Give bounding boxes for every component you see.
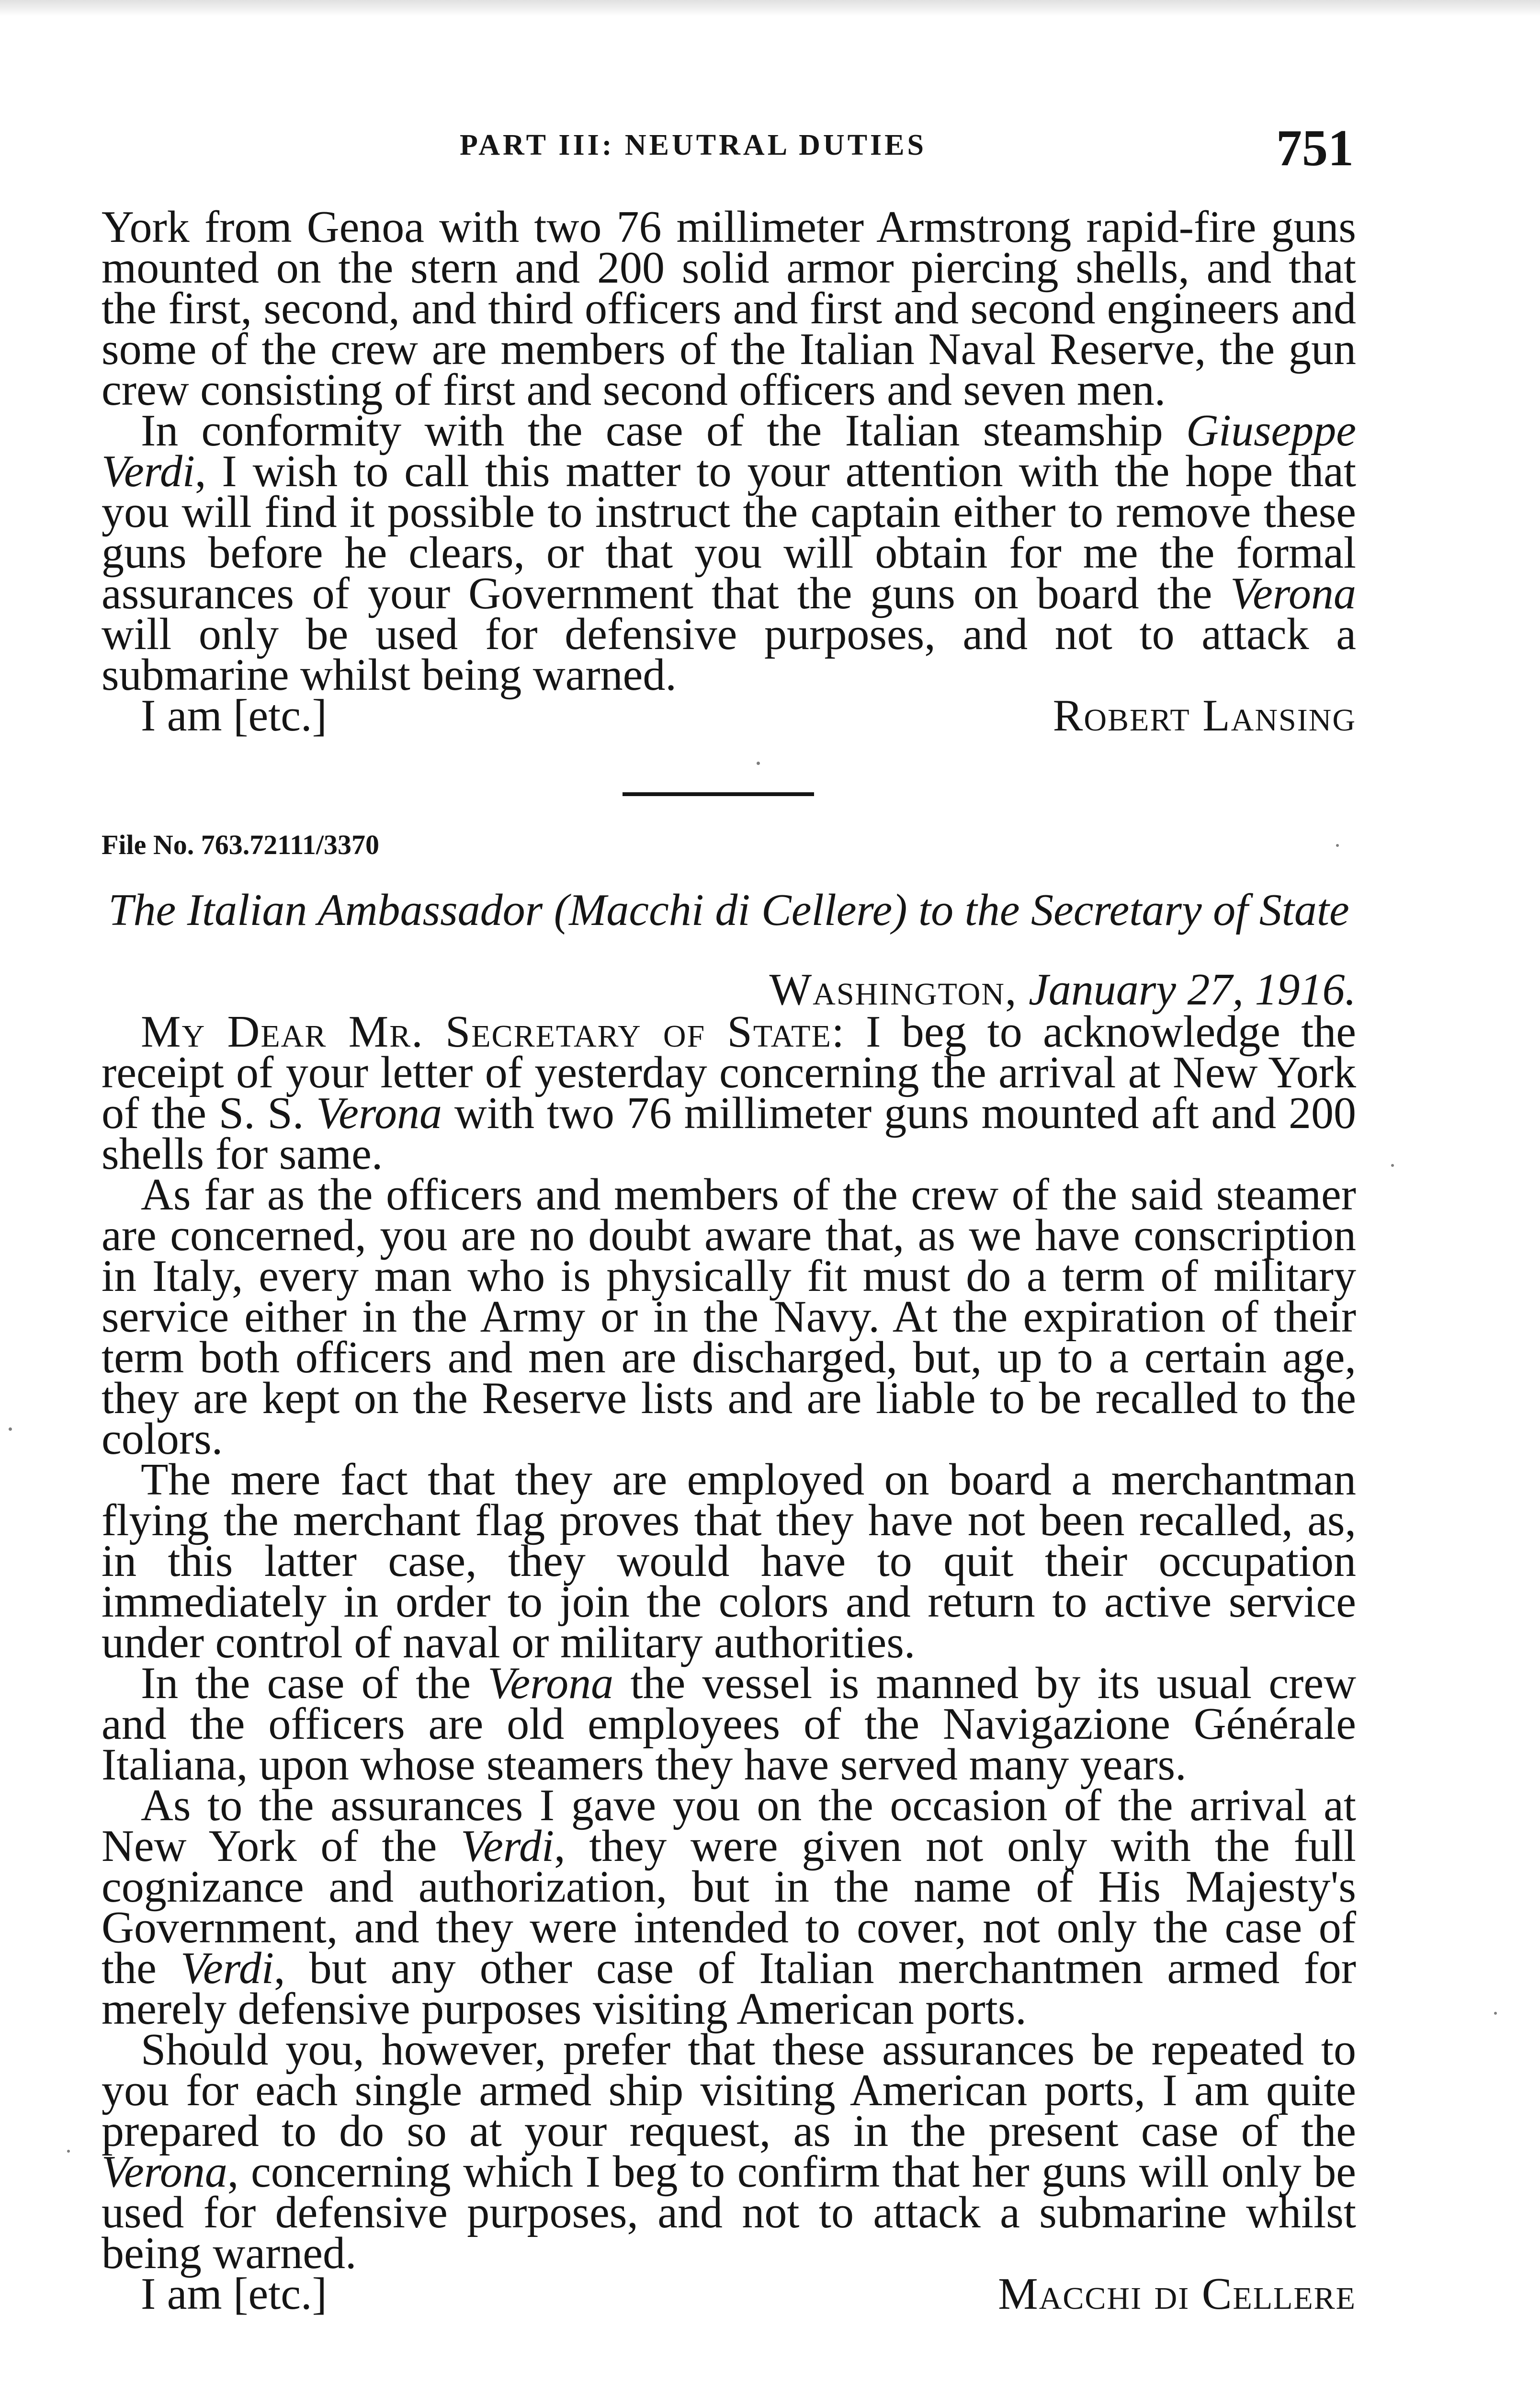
letter-1-signature-line [102,691,1356,741]
letter-2-body [102,1007,1356,2319]
letter-1-body [102,202,1356,741]
letter-1-continuation: York from Genoa with two 76 millimeter Armstrong rapid-fire guns mounted on the stern and 200 solid armor piercing shells, and that the first, second, and third officers and first and second engineers and some of the crew are members of the Italian Naval Reserve, the gun crew consisting of first and second officers and seven men. [102,202,1356,415]
letter-2-paragraph-1: My Dear Mr. Secretary of State: I beg to acknowledge the receipt of your letter of yesterday concerning the arrival at New York of the S. S. Verona with two 76 millimeter guns mounted aft and 200 shells for same. [102,1007,1356,1179]
scan-edge-shadow [0,0,1540,16]
letter-1-paragraph-2: In conformity with the case of the Italian steamship Giuseppe Verdi, I wish to call this matter to your attention with the hope that you will find it possible to instruct the captain either to remove these guns before he clears, or that you will obtain for me the formal assurances of your Government that the guns on board the Verona will only be used for defensive purposes, and not to attack a submarine whilst being warned. [102,406,1356,700]
document-title: The Italian Ambassador (Macchi di Cellere) to the Secretary of State [108,885,1349,935]
ship-name: Verdi [181,1943,274,1993]
scan-speck [757,762,760,765]
dateline-place: Washington, [769,965,1018,1015]
ship-name: Giuseppe Verdi [102,406,1356,496]
dateline-date: January 27, 1916. [1028,965,1356,1015]
letter-2-paragraph-3: The mere fact that they are employed on board a merchantman flying the merchant flag proves that they have not been recalled, as, in this latter case, they would have to quit their occupation immediately in order to join the colors and return to active service under control of naval or military authorities. [102,1455,1356,1667]
ship-name: Verona [316,1088,442,1138]
ship-name: Verdi [461,1821,555,1871]
letter-2-paragraph-5: As to the assurances I gave you on the occasion of the arrival at New York of the Verdi, they were given not only with the full cognizance and authorization, but in the name of His Majesty's Government, and they were intended to cover, not only the case of the Verdi, but any other case of Italian merchantmen armed for merely defensive purposes visiting American ports. [102,1780,1356,2034]
letter-2-paragraph-4: In the case of the Verona the vessel is manned by its usual crew and the officers are old employees of the Navigazione Générale Italiana, upon whose steamers they have served many years. [102,1658,1356,1790]
letter-2-paragraph-6: Should you, however, prefer that these assurances be repeated to you for each single armed ship visiting American ports, I am quite prepared to do so at your request, as in the present case of the Verona, concerning which I beg to confirm that her guns will only be used for defensive purposes, and not to attack a submarine whilst being warned. [102,2025,1356,2278]
running-head: PART III: NEUTRAL DUTIES [460,129,927,161]
scan-speck [67,2150,70,2153]
ship-name: Verona [1230,569,1356,618]
scan-speck [9,1427,12,1431]
section-divider [623,792,814,796]
letter-2-signature-line [102,2269,1356,2319]
ship-name: Verona [102,2147,227,2197]
scan-speck [1336,844,1339,847]
file-number: File No. 763.72111/3370 [102,829,379,860]
salutation: My Dear Mr. Secretary of State: [141,1007,845,1057]
letter-2-signature: Macchi di Cellere [998,2269,1356,2319]
scan-speck [1391,1164,1394,1167]
ambassador-name: Macchi di Cellere [569,885,893,935]
letter-1-signature: Robert Lansing [1053,691,1356,741]
scan-speck [1494,2012,1497,2015]
ship-name: Verona [487,1658,614,1708]
letter-1-closing: I am [etc.] [141,691,327,741]
letter-2-paragraph-2: As far as the officers and members of the crew of the said steamer are concerned, you are no doubt aware that, as we have conscription in Italy, every man who is physically fit must do a term of military service either in the Army or in the Navy. At the expiration of their term both officers and men are discharged, but, up to a certain age, they are kept on the Reserve lists and are liable to be recalled to the colors. [102,1170,1356,1464]
page-number: 751 [1276,120,1354,177]
letter-2-closing: I am [etc.] [141,2269,327,2319]
